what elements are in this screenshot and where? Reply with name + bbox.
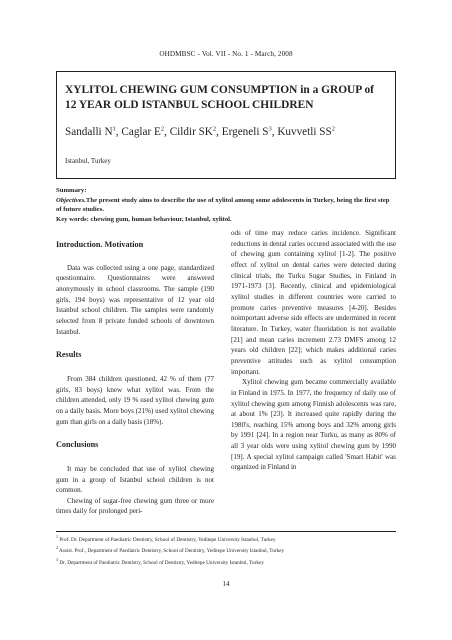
footnote: $^3$ Dr, Department of Paediatric Dentistry, School of Dentistry, Yeditepe University Istanbul, Turkey bbox=[56, 556, 265, 566]
results-paragraph: From 384 children questioned, 42 % of them (77 girls, 83 boys) knew what xylitol was. From the children attended, only 19 % used xylitol chewing gum on a daily basis. More boys (21%) used xylitol chewing gum than girls on a daily basis (18%). bbox=[56, 374, 214, 426]
keywords-line: Key words: chewing gum, human behaviour, Istanbul, xylitol. bbox=[56, 215, 232, 223]
body-paragraph: Xylitol chewing gum became commercially available in Finland in 1975. In 1977, the frequency of daily use of xylitol chewing gum among Finnish adolescents was rare, at about 1% [23]. It increased quite rapidly during the 1980's, reaching 15% among boys and 32% among girls by 1991 [24]. In a region near Turku, as many as 80% of all 3 year olds were using xylitol chewing gum by 1990 [19]. A special xylitol campaign called 'Smart Habit' was organized in Finland in bbox=[231, 378, 396, 472]
author: Caglar $E^2$, bbox=[121, 125, 170, 138]
objectives-label: Objectives. bbox=[56, 196, 86, 204]
author: Cildir $SK^2$, bbox=[169, 125, 222, 138]
conclusions-heading: Conclusions bbox=[56, 440, 99, 450]
objectives-text: Objectives.The present study aims to describe the use of xylitol among some adolescents in Turkey, being the first step of future studies. bbox=[56, 196, 390, 214]
summary-label: Summary: bbox=[56, 187, 87, 194]
right-column bbox=[231, 228, 396, 473]
author-list bbox=[65, 125, 335, 138]
affiliation: Istanbul, Turkey bbox=[65, 157, 111, 165]
footnote: $^2$ Assist. Prof., Department of Paediatric Dentistry, School of Dentistry, Yeditepe University Istanbul, Turkey bbox=[56, 545, 285, 555]
intro-paragraph: Data was collected using a one page, standardized questionnaire. Questionnaires were answered anonymously in school classrooms. The sample (190 girls, 194 boys) was representative of 12 year old Istanbul school children. The samples were randomly selected from 8 private funded schools of downtown Istanbul. bbox=[56, 263, 214, 336]
left-column bbox=[56, 228, 214, 517]
summary-block bbox=[56, 186, 396, 224]
article-title-line-2: 12 YEAR OLD ISTANBUL SCHOOL CHILDREN bbox=[65, 99, 314, 111]
article-title-line-1: XYLITOL CHEWING GUM CONSUMPTION in a GROUP of bbox=[65, 84, 374, 96]
intro-heading: Introduction. Motivation bbox=[56, 240, 144, 249]
title-box bbox=[56, 71, 396, 179]
author: Kuvvetli $SS^2$ bbox=[277, 125, 335, 138]
results-heading: Results bbox=[56, 350, 82, 360]
chewing-paragraph: Chewing of sugar-free chewing gum three or more times daily for prolonged peri- bbox=[56, 496, 214, 516]
footnote: $^1$ Prof. Dr. Department of Paediatric Dentistry, School of Dentistry, Yeditepe University Istanbul, Turkey bbox=[56, 534, 276, 543]
journal-header: OHDMBSC - Vol. VII - No. 1 - March, 2008 bbox=[159, 50, 293, 58]
author: Sandalli $N^1$, bbox=[65, 125, 122, 138]
footnote-divider bbox=[56, 531, 396, 532]
author: Ergeneli $S^3$, bbox=[221, 125, 278, 138]
body-paragraph: ods of time may reduce caries incidence. Significant reductions in dental caries occured associated with the use of chewing gum containing xylitol [1-2]. The positive effect of xylitol on dental caries were detected during clinical trials, the Turku Sugar Studies, in Finland in 1971-1973 [3]. Recently, clinical and epidemiological xylitol studies in different countries were carried to promote caries preventive measures [4-20]. Besides noimportant adverse side effects are undermined in recent literature. In Turkey, water fluoridation is not available [21] and mean caries increment 2.73 DMFS among 12 years old children [22]; which makes additional caries preventive attitudes such as xylitol consumption important. bbox=[231, 229, 396, 376]
page-number: 14 bbox=[222, 580, 230, 588]
footnotes bbox=[56, 533, 401, 567]
conclusions-paragraph: It may be concluded that use of xylitol chewing gum in a group of Istanbul school children is not common. bbox=[56, 464, 214, 495]
